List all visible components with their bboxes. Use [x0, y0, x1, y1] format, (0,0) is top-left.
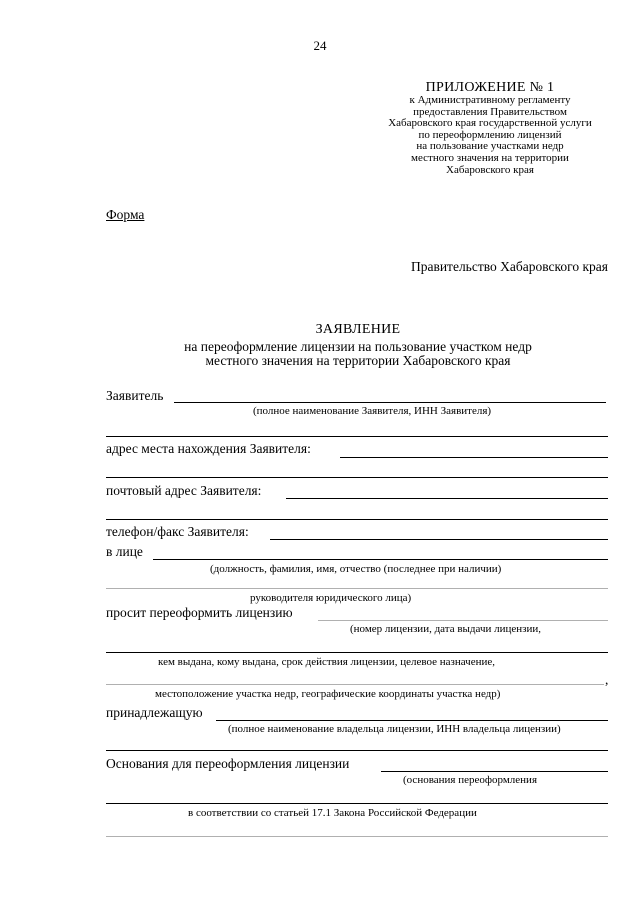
person-label: в лице: [106, 544, 143, 559]
postal-line-2[interactable]: [106, 519, 608, 520]
applicant-hint: (полное наименование Заявителя, ИНН Заявителя): [253, 405, 492, 417]
address-line-2[interactable]: [106, 477, 608, 478]
basis-label: Основания для переоформления лицензии: [106, 756, 350, 771]
owner-label: принадлежащую: [106, 705, 203, 720]
appendix-reference: [350, 95, 630, 176]
recipient: Правительство Хабаровского края: [410, 259, 608, 274]
appendix-line: по переоформлению лицензий: [418, 128, 562, 141]
owner-hint: (полное наименование владельца лицензии, ИНН владельца лицензии): [228, 723, 561, 735]
appendix-line: к Административному регламенту: [409, 94, 571, 106]
request-line-3[interactable]: [106, 684, 604, 685]
phone-line[interactable]: [270, 539, 608, 540]
address-line[interactable]: [340, 457, 608, 458]
appendix-line: предоставления Правительством: [413, 105, 567, 118]
request-hint-2: кем выдана, кому выдана, срок действия лицензии, целевое назначение,: [158, 656, 495, 668]
appendix-line: местного значения на территории: [411, 151, 569, 164]
request-label: просит переоформить лицензию: [106, 605, 293, 620]
person-line[interactable]: [153, 559, 608, 560]
person-line-2[interactable]: [106, 588, 608, 589]
appendix-line: Хабаровского края: [446, 163, 534, 176]
basis-line[interactable]: [381, 771, 608, 772]
request-hint: (номер лицензии, дата выдачи лицензии,: [350, 623, 542, 635]
request-comma: ,: [605, 672, 609, 687]
document-title: ЗАЯВЛЕНИЕ: [315, 322, 401, 337]
request-line[interactable]: [318, 620, 608, 621]
phone-label: телефон/факс Заявителя:: [106, 524, 249, 539]
owner-line[interactable]: [216, 720, 608, 721]
applicant-line-2[interactable]: [106, 436, 608, 437]
subtitle-line: на переоформление лицензии на пользование участком недр: [184, 339, 532, 354]
page-number: 24: [313, 38, 327, 53]
basis-hint: (основания переоформления: [403, 774, 537, 786]
owner-line-2[interactable]: [106, 750, 608, 751]
appendix-title: ПРИЛОЖЕНИЕ № 1: [425, 80, 555, 95]
person-hint: (должность, фамилия, имя, отчество (последнее при наличии): [210, 563, 502, 575]
postal-label: почтовый адрес Заявителя:: [106, 483, 262, 498]
postal-line[interactable]: [286, 498, 608, 499]
applicant-line[interactable]: [174, 402, 606, 403]
basis-line-3[interactable]: [106, 836, 608, 837]
basis-hint-2: в соответствии со статьей 17.1 Закона Российской Федерации: [188, 807, 477, 819]
request-hint-3: местоположение участка недр, географические координаты участка недр): [155, 688, 501, 700]
document-subtitle: [0, 340, 640, 368]
request-line-2[interactable]: [106, 652, 608, 653]
applicant-label: Заявитель: [106, 388, 164, 403]
appendix-line: Хабаровского края государственной услуги: [388, 117, 592, 130]
appendix-line: на пользование участками недр: [416, 140, 564, 153]
basis-line-2[interactable]: [106, 803, 608, 804]
address-label: адрес места нахождения Заявителя:: [106, 441, 311, 456]
person-hint-2: руководителя юридического лица): [250, 592, 412, 604]
form-label: Форма: [106, 207, 145, 222]
subtitle-line: местного значения на территории Хабаровского края: [205, 353, 511, 368]
